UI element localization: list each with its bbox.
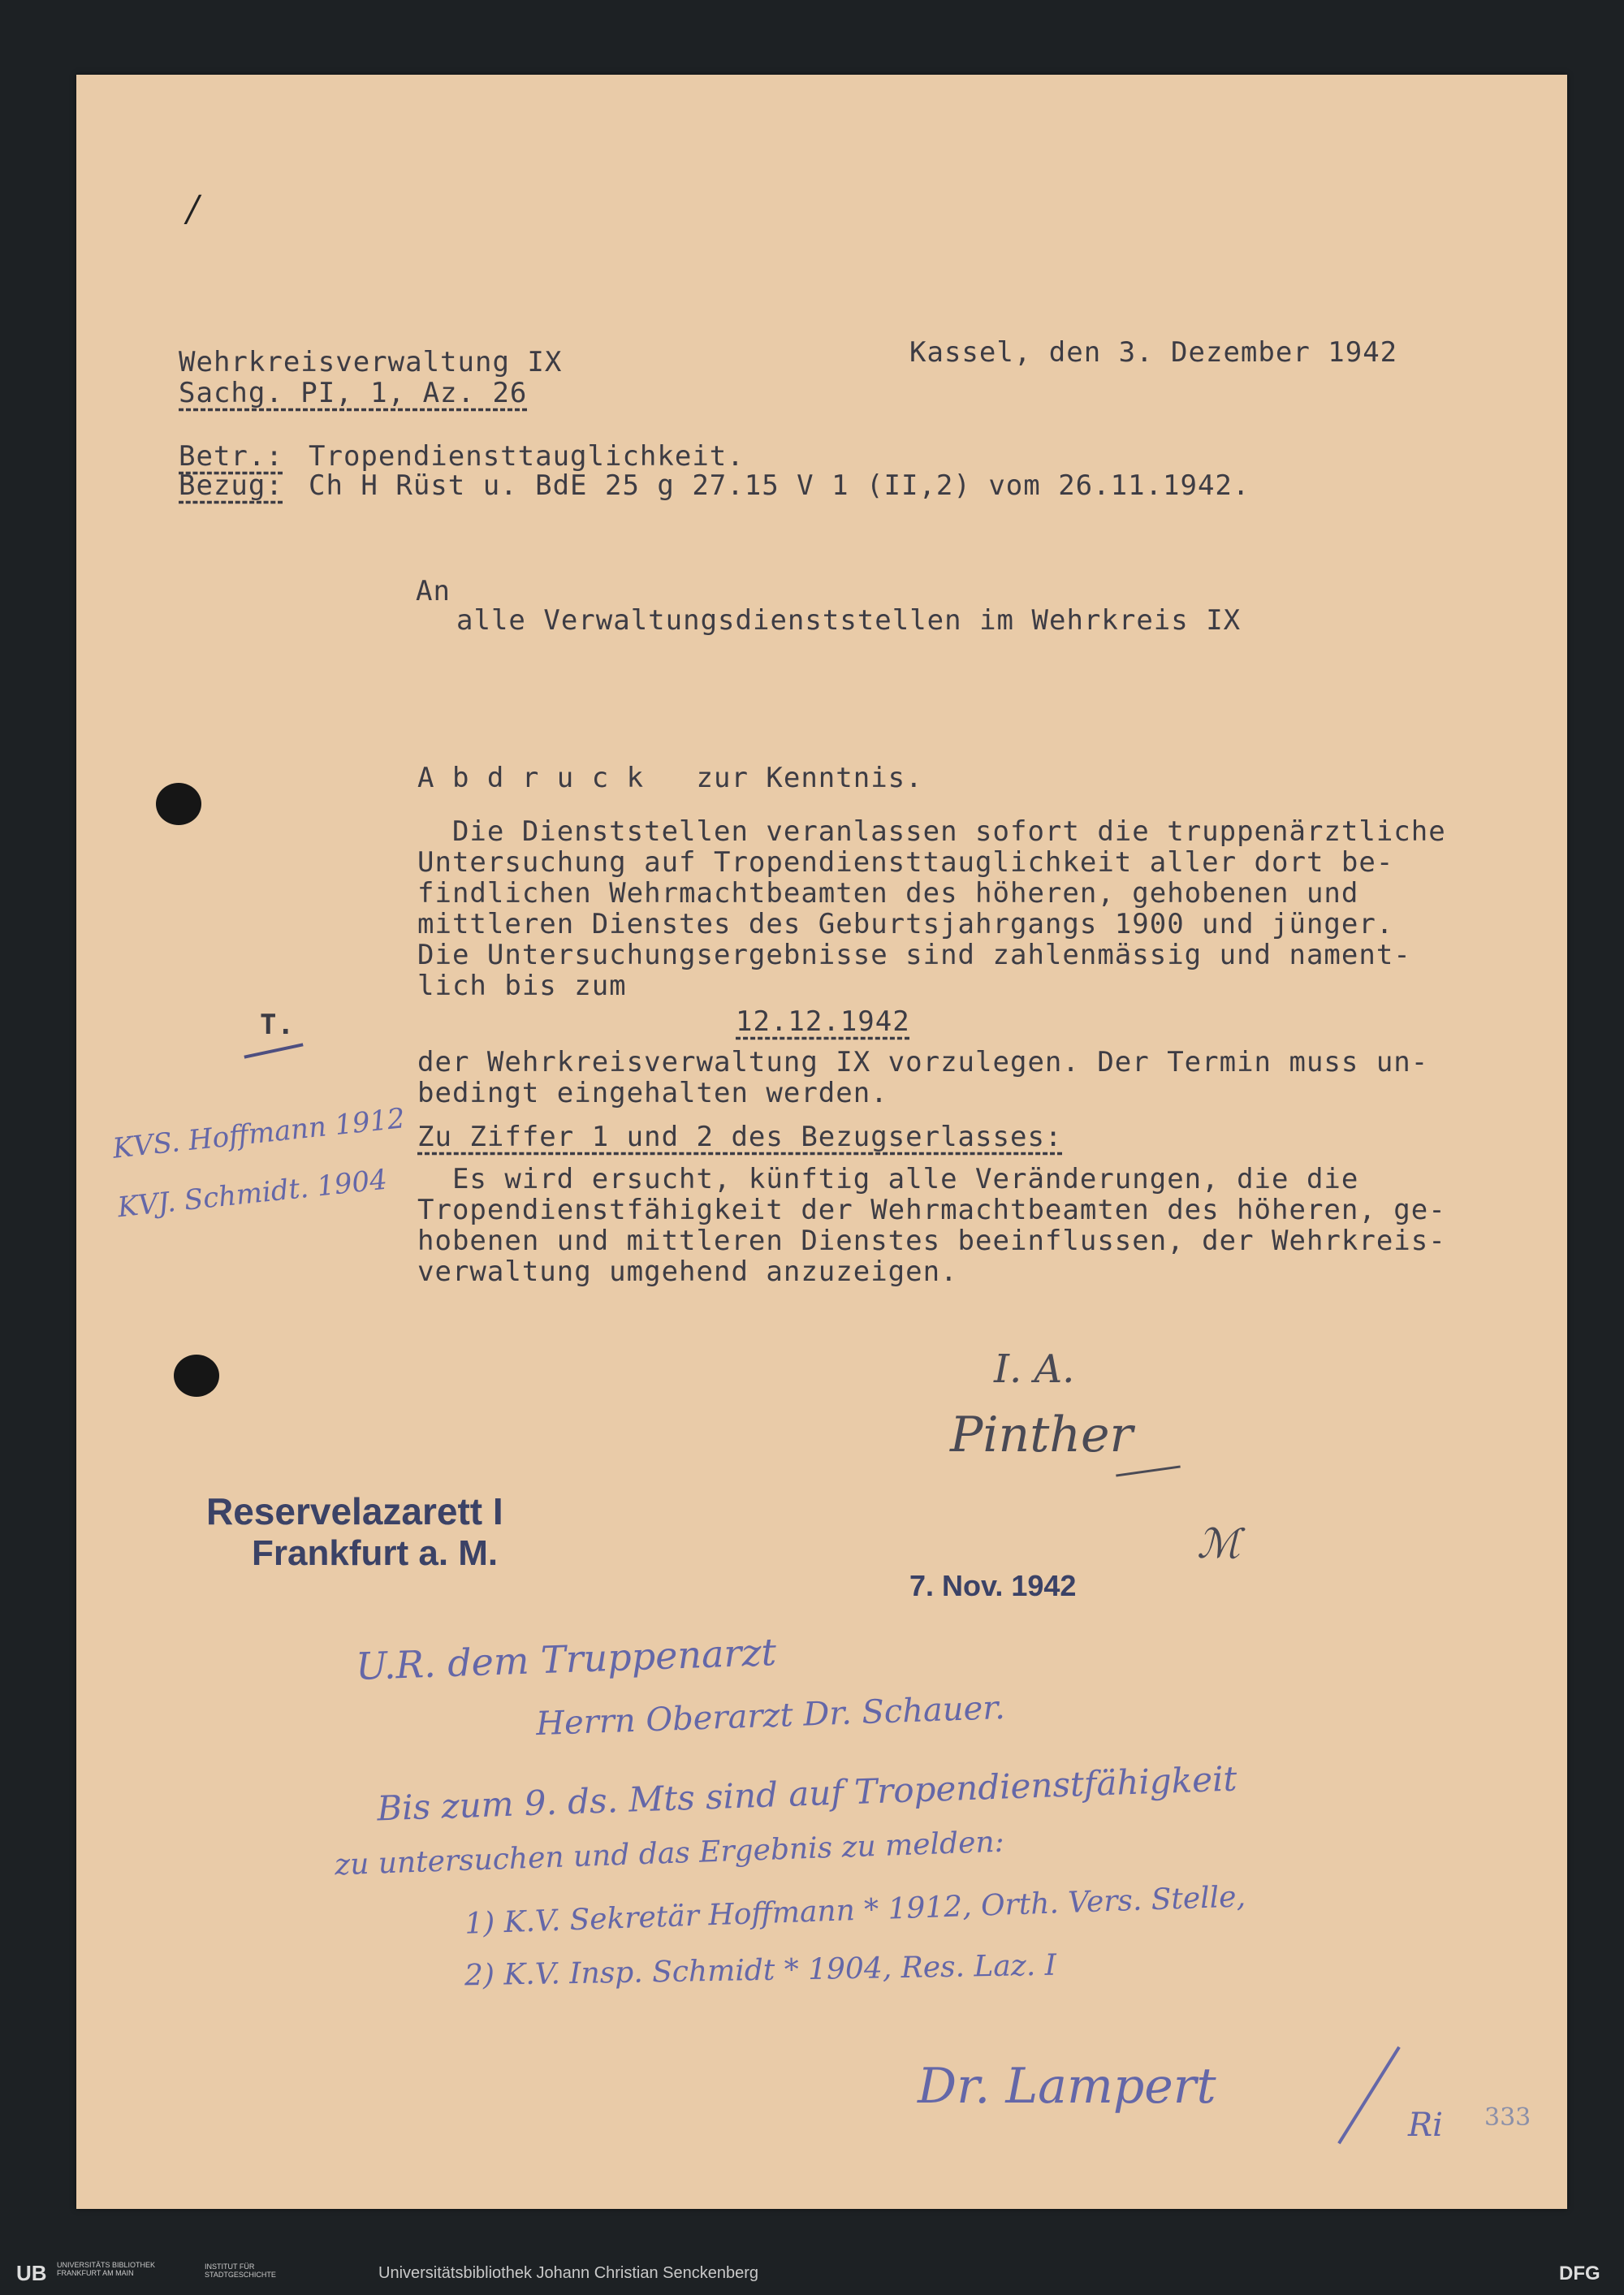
punch-hole-bottom — [174, 1355, 219, 1397]
body-line: Es wird ersucht, künftig alle Veränderungen, die die — [417, 1163, 1359, 1195]
recipient-line-1: An — [416, 575, 451, 607]
page-number: 333 — [1484, 2103, 1531, 2132]
handwritten-line-3: Bis zum 9. ds. Mts sind auf Tropendienstfähigkeit — [376, 1758, 1238, 1829]
signature-name: Pinther — [950, 1407, 1134, 1463]
body-line: findlichen Wehrmachtbeamten des höheren, gehobenen und — [417, 877, 1359, 910]
stamp-line-1: Reservelazarett I — [206, 1490, 503, 1532]
handwritten-line-5: 1) K.V. Sekretär Hoffmann * 1912, Orth. Vers. Stelle, — [464, 1880, 1246, 1941]
margin-t-underline — [244, 1043, 303, 1058]
bezug-text: Ch H Rüst u. BdE 25 g 27.15 V 1 (II,2) vom 26.11.1942. — [309, 469, 1250, 502]
handwritten-initials: Ri — [1408, 2107, 1443, 2144]
signature-stroke — [1116, 1465, 1181, 1476]
body-line: verwaltung umgehend anzuzeigen. — [417, 1256, 958, 1288]
isg-text: INSTITUT FÜR STADTGESCHICHTE — [205, 2263, 276, 2279]
credit-line: Universitätsbibliothek Johann Christian Senckenberg — [378, 2264, 759, 2282]
body-line: mittleren Dienstes des Geburtsjahrgangs 1900 und jünger. — [417, 908, 1394, 940]
handwritten-line-6: 2) K.V. Insp. Schmidt * 1904, Res. Laz. I — [464, 1948, 1057, 1993]
corner-mark: / — [187, 188, 199, 230]
body-line: lich bis zum — [417, 970, 627, 1002]
body-line: hobenen und mittleren Dienstes beeinflussen, der Wehrkreis- — [417, 1225, 1446, 1257]
document-page — [76, 75, 1567, 2209]
body-line: Untersuchung auf Tropendiensttauglichkeit aller dort be- — [417, 846, 1394, 879]
handwritten-line-2: Herrn Oberarzt Dr. Schauer. — [535, 1688, 1006, 1744]
margin-note-hoffmann: KVS. Hoffmann 1912 — [110, 1102, 407, 1165]
stamp-initial: ℳ — [1197, 1520, 1241, 1567]
body-line: Die Dienststellen veranlassen sofort die truppenärztliche — [417, 815, 1446, 848]
sender-line-1: Wehrkreisverwaltung IX — [179, 346, 563, 378]
initials-stroke — [1337, 2046, 1401, 2145]
body-line: Die Untersuchungsergebnisse sind zahlenmässig und nament- — [417, 939, 1411, 971]
margin-note-schmidt: KVJ. Schmidt. 1904 — [115, 1163, 389, 1225]
abdruck-line: A b d r u c k zur Kenntnis. — [417, 762, 923, 794]
handwritten-signature: Dr. Lampert — [918, 2058, 1216, 2115]
deadline-date: 12.12.1942 — [736, 1005, 910, 1038]
punch-hole-top — [156, 783, 201, 825]
recipient-line-2: alle Verwaltungsdienststellen im Wehrkreis IX — [456, 604, 1242, 637]
dfg-logo: DFG — [1559, 2263, 1600, 2284]
margin-t-mark: T. — [260, 1009, 295, 1041]
signature-io: I. A. — [994, 1346, 1075, 1392]
sender-line-2: Sachg. PI, 1, Az. 26 — [179, 377, 528, 409]
ub-library-text: UNIVERSITÄTS BIBLIOTHEK FRANKFURT AM MAIN — [57, 2261, 156, 2277]
handwritten-line-4: zu untersuchen und das Ergebnis zu melden: — [334, 1825, 1005, 1882]
footer-bar — [0, 2251, 1624, 2295]
betr-label: Betr.: — [179, 440, 283, 473]
body-line: Tropendienstfähigkeit der Wehrmachtbeamten des höheren, ge- — [417, 1194, 1446, 1226]
handwritten-line-1: U.R. dem Truppenarzt — [355, 1629, 777, 1689]
section-heading: Zu Ziffer 1 und 2 des Bezugserlasses: — [417, 1121, 1063, 1153]
betr-text: Tropendiensttauglichkeit. — [309, 440, 745, 473]
stamp-line-2: Frankfurt a. M. — [252, 1533, 499, 1573]
bezug-label: Bezug: — [179, 469, 283, 502]
place-date: Kassel, den 3. Dezember 1942 — [909, 336, 1398, 369]
body-line: bedingt eingehalten werden. — [417, 1077, 888, 1109]
body-line: der Wehrkreisverwaltung IX vorzulegen. Der Termin muss un- — [417, 1046, 1429, 1078]
stamp-date: 7. Nov. 1942 — [909, 1569, 1077, 1602]
ub-logo: UB — [16, 2261, 47, 2285]
